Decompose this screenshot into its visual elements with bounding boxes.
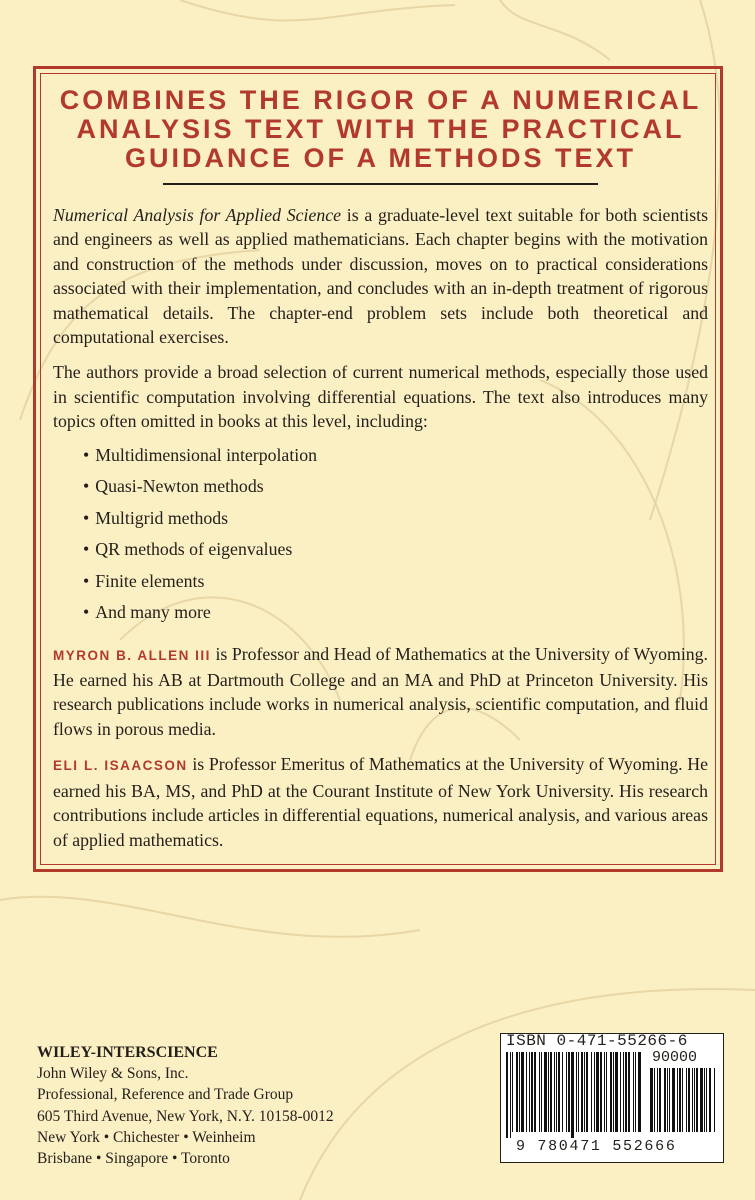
headline: [53, 86, 708, 173]
bullet-icon: •: [83, 507, 90, 528]
price-code: 90000: [652, 1049, 698, 1066]
bullet-icon: •: [83, 539, 90, 560]
author-name: MYRON B. ALLEN III: [53, 647, 211, 663]
publisher-block: [37, 1042, 334, 1169]
ean-number: 9 780471 552666: [516, 1138, 677, 1155]
intro-text: is a graduate-level text suitable for both scientists and engineers as well as applied mathematicians. Each chapter begins with the motivation and construction of the methods under discussion, moves on to practical considerations associated with their implementation, and concludes with an in-depth treatment of rigorous mathematical details. The chapter-end problem sets include both theoretical and computational exercises.: [53, 205, 708, 348]
publisher-line: John Wiley & Sons, Inc.: [37, 1065, 189, 1083]
bullet-icon: •: [83, 570, 90, 591]
headline-line-3: GUIDANCE OF A METHODS TEXT: [124, 143, 636, 173]
intro-paragraph: [53, 203, 708, 349]
list-item: • Multigrid methods: [83, 507, 229, 528]
publisher-imprint: WILEY-INTERSCIENCE: [37, 1044, 218, 1061]
cover-text-panel: [53, 86, 708, 863]
publisher-line: 605 Third Avenue, New York, N.Y. 10158-0012: [37, 1107, 334, 1125]
list-item: • QR methods of eigenvalues: [83, 539, 293, 560]
headline-divider: [163, 183, 598, 185]
bullet-icon: •: [83, 476, 90, 497]
book-title: Numerical Analysis for Applied Science: [53, 205, 342, 225]
author-name: ELI L. ISAACSON: [53, 758, 188, 774]
list-item: • Quasi-Newton methods: [83, 476, 264, 497]
list-item: • Multidimensional interpolation: [83, 444, 317, 465]
overview-paragraph: The authors provide a broad selection of current numerical methods, especially those used in scientific computation involving differential equations. The text also introduces many topics often omitted in books at this level, including:: [53, 362, 708, 432]
bullet-icon: •: [83, 602, 90, 623]
author-bio: is Professor Emeritus of Mathematics at the University of Wyoming. He earned his BA, MS, and PhD at the Courant Institute of New York University. His research contributions include articles in differential equations, numerical analysis, and various areas of applied mathematics.: [53, 754, 708, 850]
author-bio: is Professor and Head of Mathematics at the University of Wyoming. He earned his AB at Dartmouth College and an MA and PhD at Princeton University. His research publications include works in numerical analysis, scientific computation, and fluid flows in porous media.: [53, 643, 708, 739]
list-item: • Finite elements: [83, 570, 205, 591]
headline-line-2: ANALYSIS TEXT WITH THE PRACTICAL: [76, 114, 685, 144]
topics-list: [53, 440, 708, 629]
list-item: • And many more: [83, 602, 211, 623]
publisher-line: Brisbane • Singapore • Toronto: [37, 1150, 230, 1168]
headline-line-1: COMBINES THE RIGOR OF A NUMERICAL: [59, 85, 702, 115]
publisher-line: New York • Chichester • Weinheim: [37, 1128, 256, 1146]
barcode-icon: [502, 1052, 720, 1140]
author-bio-allen: [53, 642, 708, 742]
bullet-icon: •: [83, 444, 90, 465]
publisher-line: Professional, Reference and Trade Group: [37, 1086, 294, 1104]
isbn-number: ISBN 0-471-55266-6: [506, 1032, 688, 1050]
author-bio-isaacson: [53, 752, 708, 852]
